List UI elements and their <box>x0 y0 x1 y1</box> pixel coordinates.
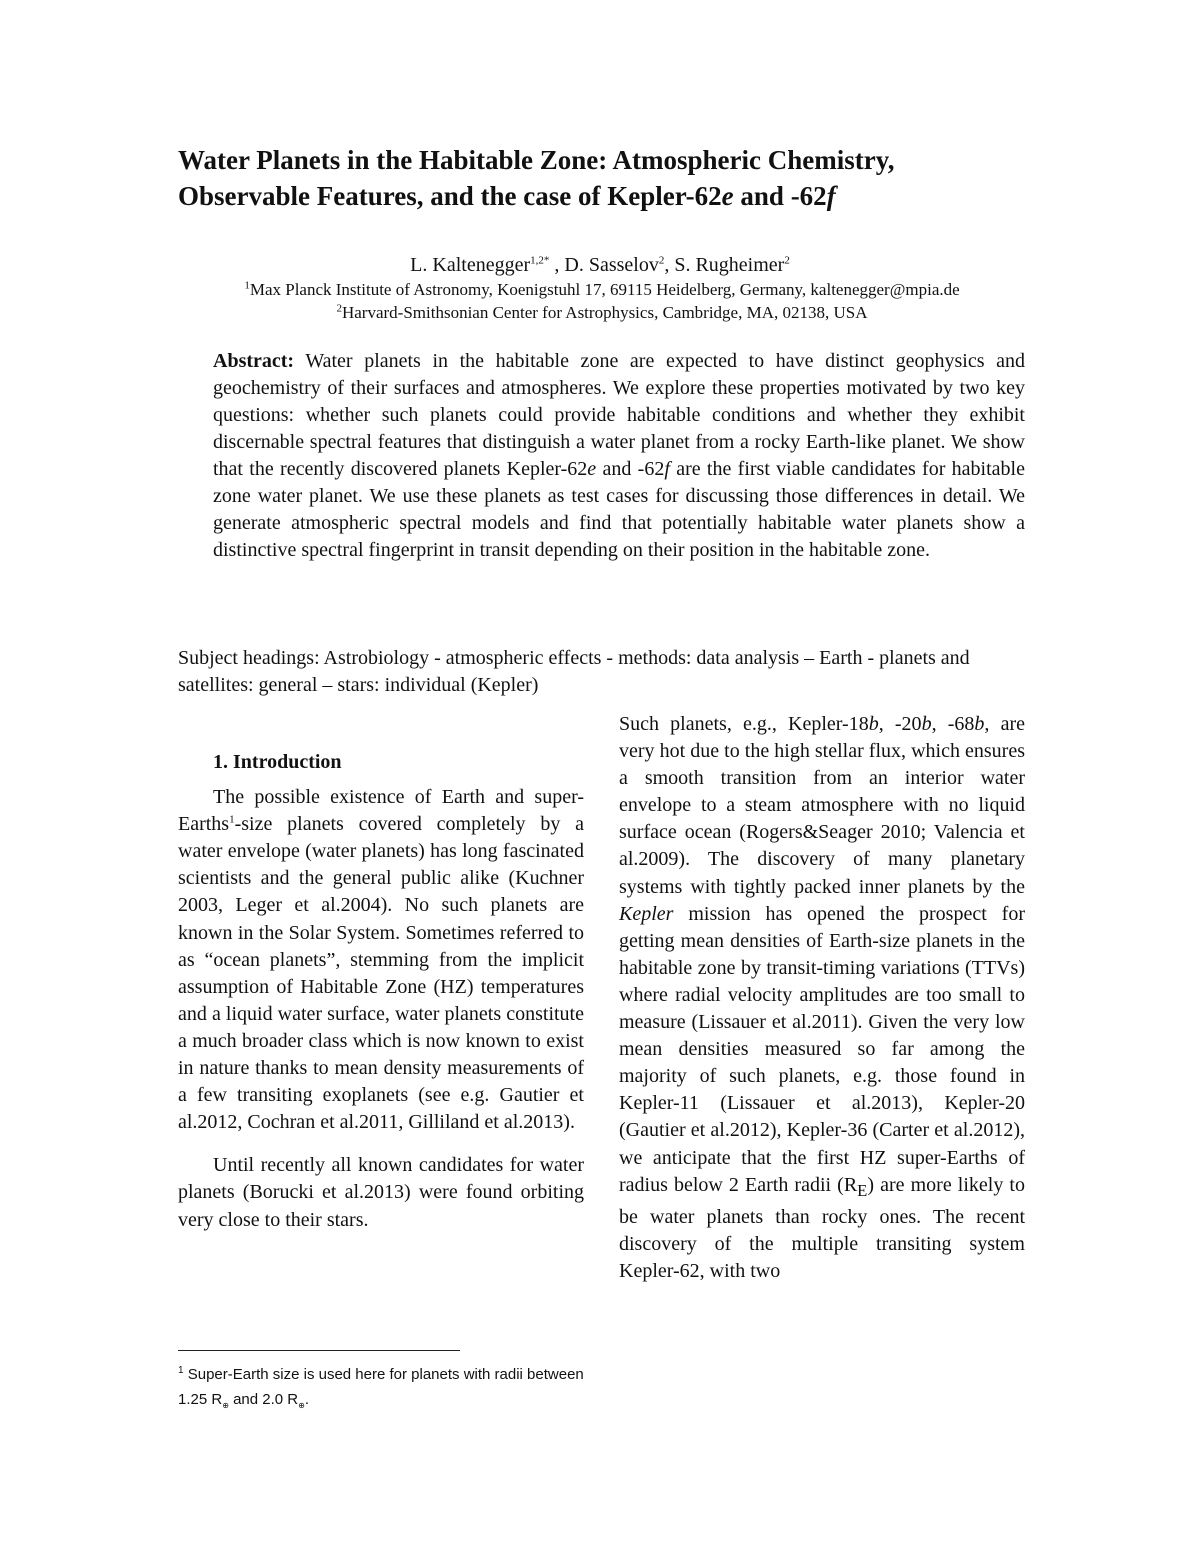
intro-p1-text-a: The possible existence of Earth and super-Earths <box>178 786 584 836</box>
affiliation-2-text: Harvard-Smithsonian Center for Astrophysics, Cambridge, MA, 02138, USA <box>341 303 868 322</box>
right-text-6: ) are more likely to be water planets than rocky ones. The recent discovery of the multiple transiting system Kepler-62, with two <box>619 1173 1025 1282</box>
abstract-text-3: are the first viable candidates for habitable zone water planet. We use these planets as test cases for discussing those differences in detail. We generate atmospheric spectral models and find that potentially habitable water planets show a distinctive spectral fingerprint in transit depending on their position in the habitable zone. <box>213 458 1025 561</box>
footnote-1-mark: 1 <box>178 1365 184 1376</box>
right-text-3: , -68 <box>931 713 975 735</box>
right-text-1: Such planets, e.g., Kepler-18 <box>619 713 869 735</box>
intro-p1-text-b: -size planets covered completely by a water envelope (water planets) has long fascinated scientists and the general public alike (Kuchner 2003, Leger et al.2004). No such planets are known in the Solar System. Sometimes referred to as “ocean planets”, stemming from the implicit assumption of Habitable Zone (HZ) temperatures and a liquid water surface, water planets constitute a much broader class which is now known to exist in nature thanks to mean density measurements of a few transiting exoplanets (see e.g. Gautier et al.2012, Cochran et al.2011, Gilliland et al.2013). <box>178 813 584 1134</box>
title-line-1: Water Planets in the Habitable Zone: Atmospheric Chemistry, <box>178 145 895 175</box>
footnote-divider <box>178 1350 460 1351</box>
affiliation-2 <box>178 302 1026 324</box>
affiliation-1-text: Max Planck Institute of Astronomy, Koenigstuhl 17, 69115 Heidelberg, Germany, kaltenegger@mpia.de <box>249 280 960 299</box>
title-italic-e: e <box>721 181 734 211</box>
author-1-affil-mark: 1,2* <box>530 254 550 267</box>
right-column <box>619 711 1025 1285</box>
title-line-2: Observable Features, and the case of Kepler-62 <box>178 181 722 211</box>
subscript-e: E <box>857 1180 868 1200</box>
author-list <box>0 252 1200 278</box>
footnote-text-b: and 2.0 R <box>228 1391 299 1408</box>
title-line-2-mid: and -62 <box>733 181 827 211</box>
title-italic-f: f <box>826 181 836 211</box>
abstract-label: Abstract: <box>213 350 295 372</box>
earth-symbol-1: ⊕ <box>222 1401 229 1410</box>
abstract-text-2: and -62 <box>596 458 665 480</box>
right-text-5: mission has opened the prospect for getting mean densities of Earth-size planets in the habitable zone by transit-timing variations (TTVs) where radial velocity amplitudes are too small to measure (Lissauer et al.2011). Given the very low mean densities measured so far among the majority of such planets, e.g. those found in Kepler-11 (Lissauer et al.2013), Kepler-20 (Gautier et al.2012), Kepler-36 (Carter et al.2012), we anticipate that the first HZ super-Earths of radius below 2 Earth radii (R <box>619 902 1025 1196</box>
author-kaltenegger: L. Kaltenegger <box>410 254 531 276</box>
author-sasselov: , D. Sasselov <box>549 254 659 276</box>
abstract-italic-f: f <box>664 458 670 480</box>
earth-symbol-2: ⊕ <box>298 1401 305 1410</box>
abstract-text-1: Water planets in the habitable zone are expected to have distinct geophysics and geochemistry of their surfaces and atmospheres. We explore these properties motivated by two key questions: whether such planets could provide habitable conditions and whether they exhibit discernable spectral features that distinguish a water planet from a rocky Earth-like planet. We show that the recently discovered planets Kepler-62 <box>213 350 1025 480</box>
footnote-text-a: Super-Earth size is used here for planets with radii between 1.25 R <box>178 1366 584 1408</box>
italic-kepler: Kepler <box>619 902 674 925</box>
intro-paragraph-2: Until recently all known candidates for water planets (Borucki et al.2013) were found orbiting very close to their stars. <box>178 1154 584 1231</box>
abstract-italic-e: e <box>587 458 597 480</box>
author-rugheimer: , S. Rugheimer <box>664 254 785 276</box>
footnote-1 <box>178 1362 598 1412</box>
author-2-affil-mark: 2 <box>658 254 665 267</box>
paper-title <box>178 142 1058 214</box>
left-column <box>178 711 584 1234</box>
affiliation-1-mark: 1 <box>244 279 250 292</box>
italic-b-1: b <box>868 713 879 735</box>
right-text-4: , are very hot due to the high stellar flux, which ensures a smooth transition from an interior water envelope to a steam atmosphere with no liquid surface ocean (Rogers&Seager 2010; Valencia et al.2009). The discovery of many planetary systems with tightly packed inner planets by the <box>619 713 1025 898</box>
intro-paragraph-1 <box>178 784 584 1136</box>
abstract <box>213 348 1025 564</box>
footnote-text-c: . <box>304 1391 309 1408</box>
subject-headings: Subject headings: Astrobiology - atmospheric effects - methods: data analysis – Earth - planets and satellites: general – stars: individual (Kepler) <box>178 647 970 696</box>
italic-b-3: b <box>974 713 985 735</box>
section-heading-introduction: 1. Introduction <box>213 751 342 773</box>
italic-b-2: b <box>921 713 932 735</box>
affiliation-1 <box>178 279 1026 301</box>
intro-paragraph-2-continued <box>619 711 1025 1285</box>
footnote-ref-1[interactable]: 1 <box>229 813 235 826</box>
author-3-affil-mark: 2 <box>784 254 790 267</box>
affiliation-2-mark: 2 <box>336 302 342 315</box>
right-text-2: , -20 <box>878 713 922 735</box>
